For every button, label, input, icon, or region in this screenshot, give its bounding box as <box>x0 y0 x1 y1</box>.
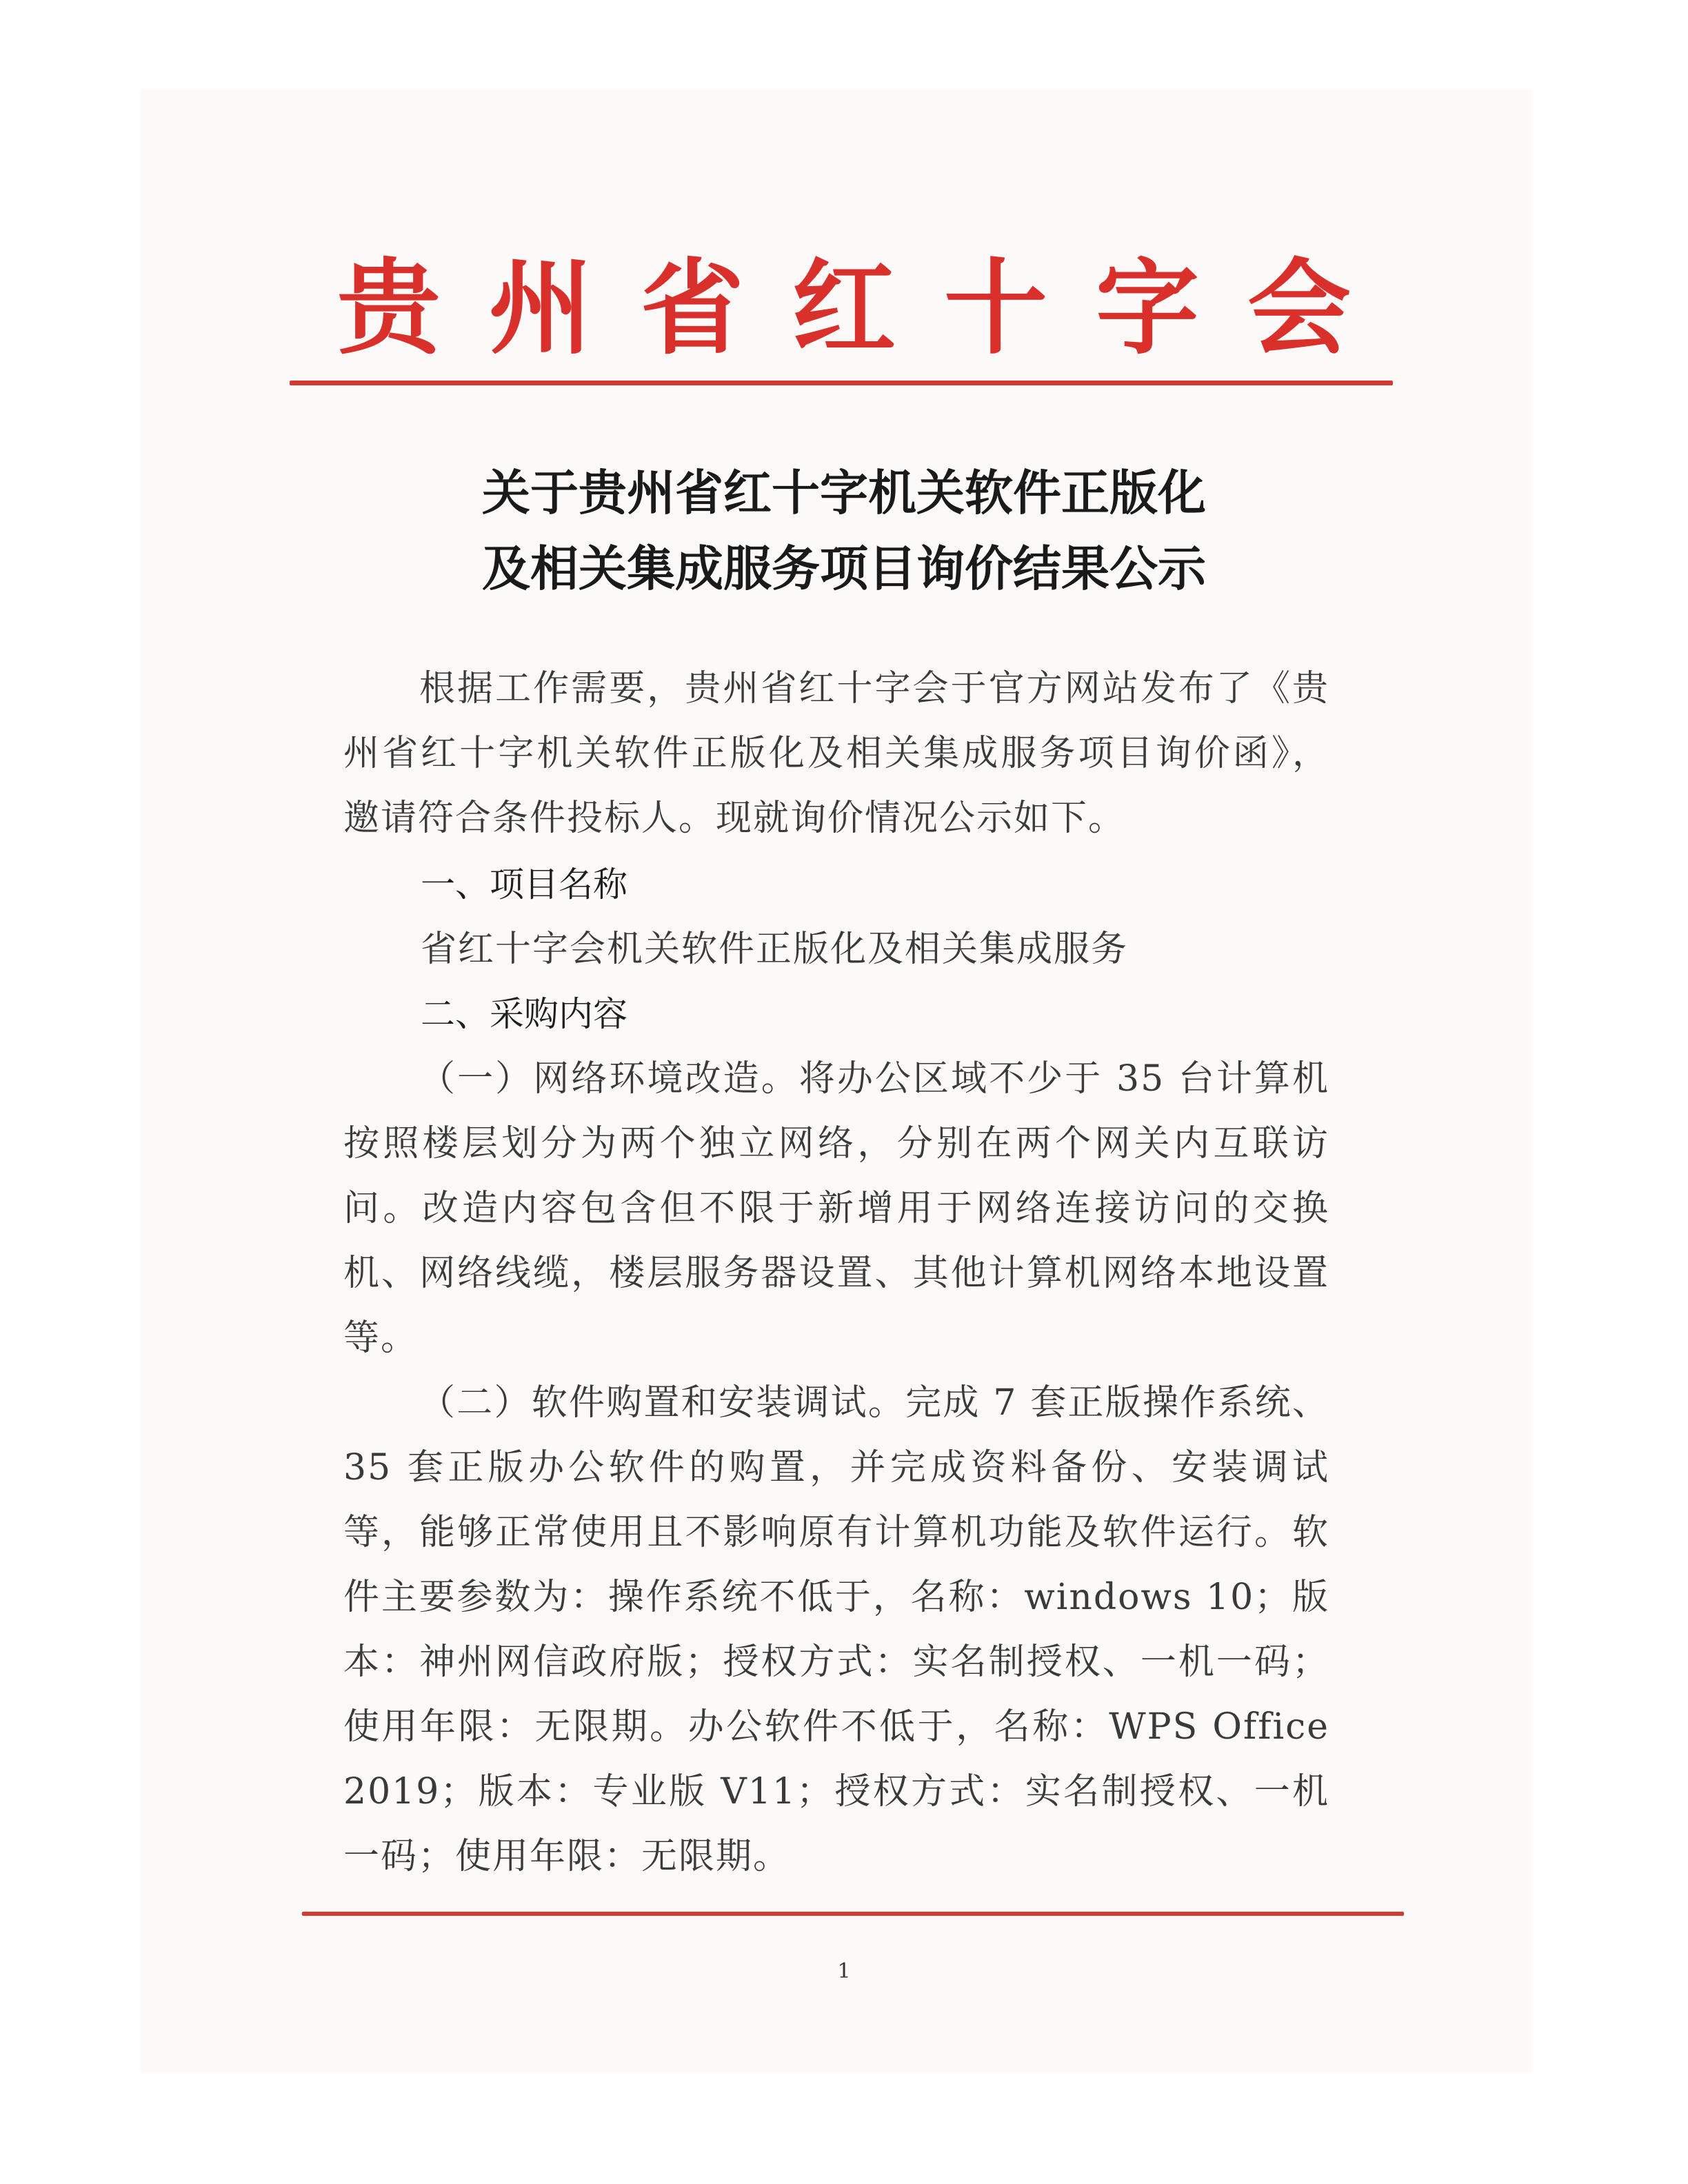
section-heading-project-name: 一、项目名称 <box>421 865 627 904</box>
document-title <box>0 455 1688 607</box>
document-title-line-1: 关于贵州省红十字机关软件正版化 <box>482 464 1206 521</box>
procurement-paragraph-network: （一）网络环境改造。将办公区域不少于 35 台计算机按照楼层划分为两个独立网络，分别在两个网关内互联访问。改造内容包含但不限于新增用于网络连接访问的交换机、网络线缆，楼层服务器设置、其他计算机网络本地设置等。 <box>343 1058 1329 1359</box>
document-title-line-2: 及相关集成服务项目询价结果公示 <box>482 540 1206 597</box>
letterhead-red-rule <box>290 381 1393 385</box>
intro-paragraph: 根据工作需要，贵州省红十字会于官方网站发布了《贵州省红十字机关软件正版化及相关集成服务项目询价函》，邀请符合条件投标人。现就询价情况公示如下。 <box>343 668 1329 839</box>
project-name-content: 省红十字会机关软件正版化及相关集成服务 <box>421 929 1129 970</box>
section-heading-procurement: 二、采购内容 <box>421 994 627 1034</box>
letterhead-org-name: 贵州省红十字会 <box>336 249 1399 369</box>
procurement-paragraph-software: （二）软件购置和安装调试。完成 7 套正版操作系统、35 套正版办公软件的购置，并完成资料备份、安装调试等，能够正常使用且不影响原有计算机功能及软件运行。软件主要参数为：操作系统不低于，名称：windows 10；版本：神州网信政府版；授权方式：实名制授权、一机一码；使用年限：无限期。办公软件不低于，名称：WPS Office 2019；版本：专业版 V11；授权方式：实名制授权、一机一码；使用年限：无限期。 <box>343 1382 1329 1877</box>
footer-red-rule <box>302 1912 1404 1916</box>
page-number: 1 <box>837 1959 851 1983</box>
